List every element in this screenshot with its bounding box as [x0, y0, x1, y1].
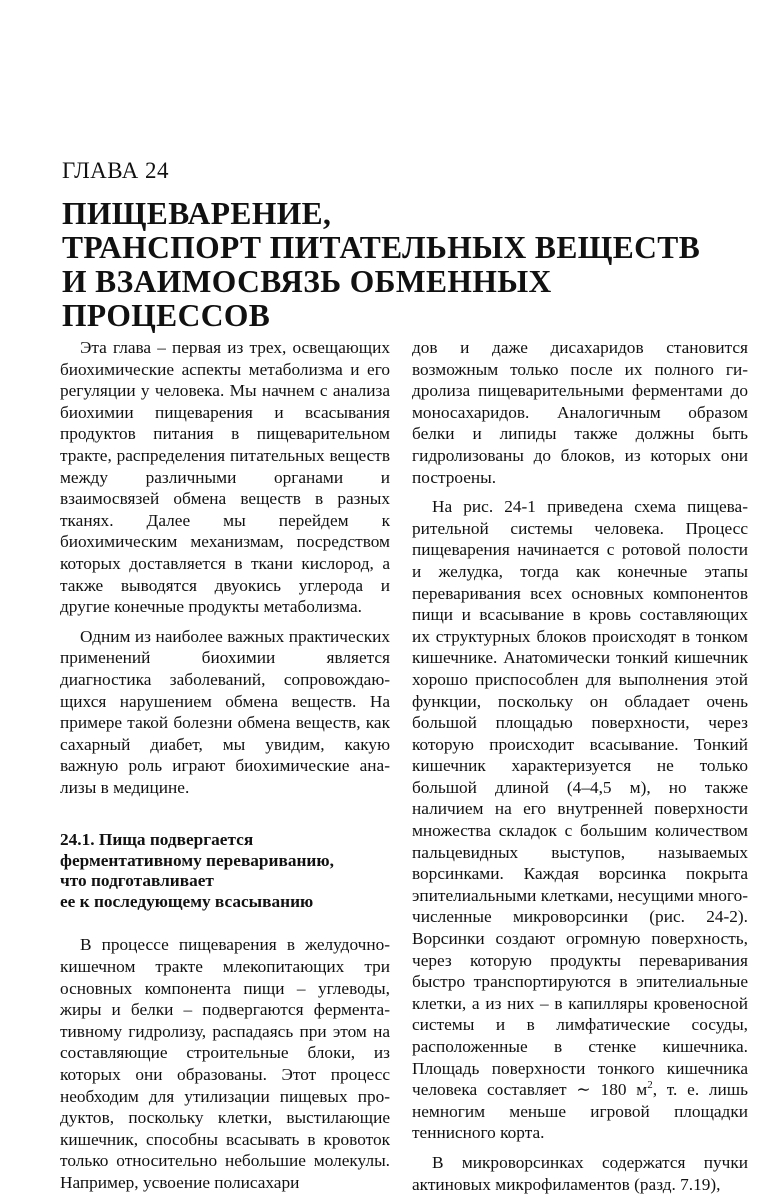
chapter-title — [62, 197, 752, 333]
diagnostics-paragraph: Одним из наиболее важных практических применений биохимии является диагностика заболеваний, сопровождающихся нарушением обмена веществ. На примере такой болезни обмена веществ, как сахарный диабет, мы увидим, какую важную роль играют биохимические анализы в медицине. — [60, 626, 390, 797]
digestion-paragraph: В процессе пищеварения в желудочно-кишечном тракте млекопитающих три основных компонента пищи – углеводы, жиры и белки – подвергаются ферментативному гидролизу, распадаясь при этом на составляющие строительные блоки, из которых они образованы. Этот процесс необходим для утилизации пищевых продуктов, поскольку клетки, выстилающие кишечник, способны всасывать в кровоток только относительно небольшие молекулы. Например, усвоение полисахари — [60, 935, 390, 1192]
continuation-paragraph: дов и даже дисахаридов становится возможным только после их полного гидролиза пищеварительными ферментами до моносахаридов. Аналогичным образом белки и липиды также должны быть гидролизованы до блоков, из которых они построены. — [412, 338, 748, 487]
chapter-title-line: ПРОЦЕССОВ — [62, 298, 271, 333]
intro-paragraph: Эта глава – первая из трех, освещающих биохимические аспекты метаболизма и его регуляции у человека. Мы начнем с анализа биохимии пищеварения и всасывания продуктов питания в пищеварительном тракте, распределения питательных веществ между различными органами и взаимосвязей обмена веществ в разных тканях. Далее мы перейдем к биохимическим механизмам, посредством которых доставляется в ткани кислород, а также выводятся двуокись углерода и другие конечные продукты метаболизма. — [60, 338, 390, 617]
small-intestine-paragraph — [412, 496, 748, 1144]
small-intestine-text-end: , т. е. лишь немногим меньше игровой площадки теннисного корта. — [412, 1080, 748, 1143]
section-heading-line: 24.1. Пища подвергается — [60, 830, 254, 850]
left-column — [60, 337, 390, 1194]
microvilli-paragraph: В микроворсинках содержатся пучки актиновых микрофиламентов (разд. 7.19), — [412, 1152, 748, 1194]
chapter-title-line: ПИЩЕВАРЕНИЕ, — [62, 196, 332, 231]
chapter-label: ГЛАВА 24 — [62, 158, 170, 183]
section-heading-24-1 — [60, 830, 390, 912]
small-intestine-text: На рис. 24-1 приведена схема пищеварительной системы человека. Процесс пищеварения начинается с ротовой полости и желудка, тогда как конечные этапы переваривания всех основных компонентов пищи и всасывание в кровь составляющих их структурных блоков происходят в тонком кишечнике. Анатомически тонкий кишечник хорошо приспособлен для выполнения этой функции, поскольку он обладает очень большой площадью поверхности, через которую происходит всасывание. Тонкий кишечник характеризуется не только большой длиной (4–4,5 м), но также наличием на его внутренней поверхности множества складок с большим количеством пальцевидных выступов, называемых ворсинками. Каждая ворсинка покрыта эпителиальными клетками, несущими многочисленные микроворсинки (рис. 24-2). Ворсинки создают огромную поверхность, через которую продукты переваривания быстро транспортируются в эпителиальные клетки, а из них – в капилляры кровеносной системы и в лимфатические сосуды, расположенные в стенке кишечника. Площадь поверхности тонкого кишечника человека составляет ∼ 180 м — [412, 497, 748, 1100]
right-column — [412, 337, 748, 1195]
chapter-title-line: ТРАНСПОРТ ПИТАТЕЛЬНЫХ ВЕЩЕСТВ — [62, 230, 701, 265]
area-unit-superscript: 2 — [647, 1079, 653, 1092]
section-heading-line: что подготавливает — [60, 871, 214, 891]
section-heading-line: ее к последующему всасыванию — [60, 891, 314, 911]
chapter-title-line: И ВЗАИМОСВЯЗЬ ОБМЕННЫХ — [62, 264, 552, 299]
section-heading-line: ферментативному перевариванию, — [60, 850, 334, 870]
